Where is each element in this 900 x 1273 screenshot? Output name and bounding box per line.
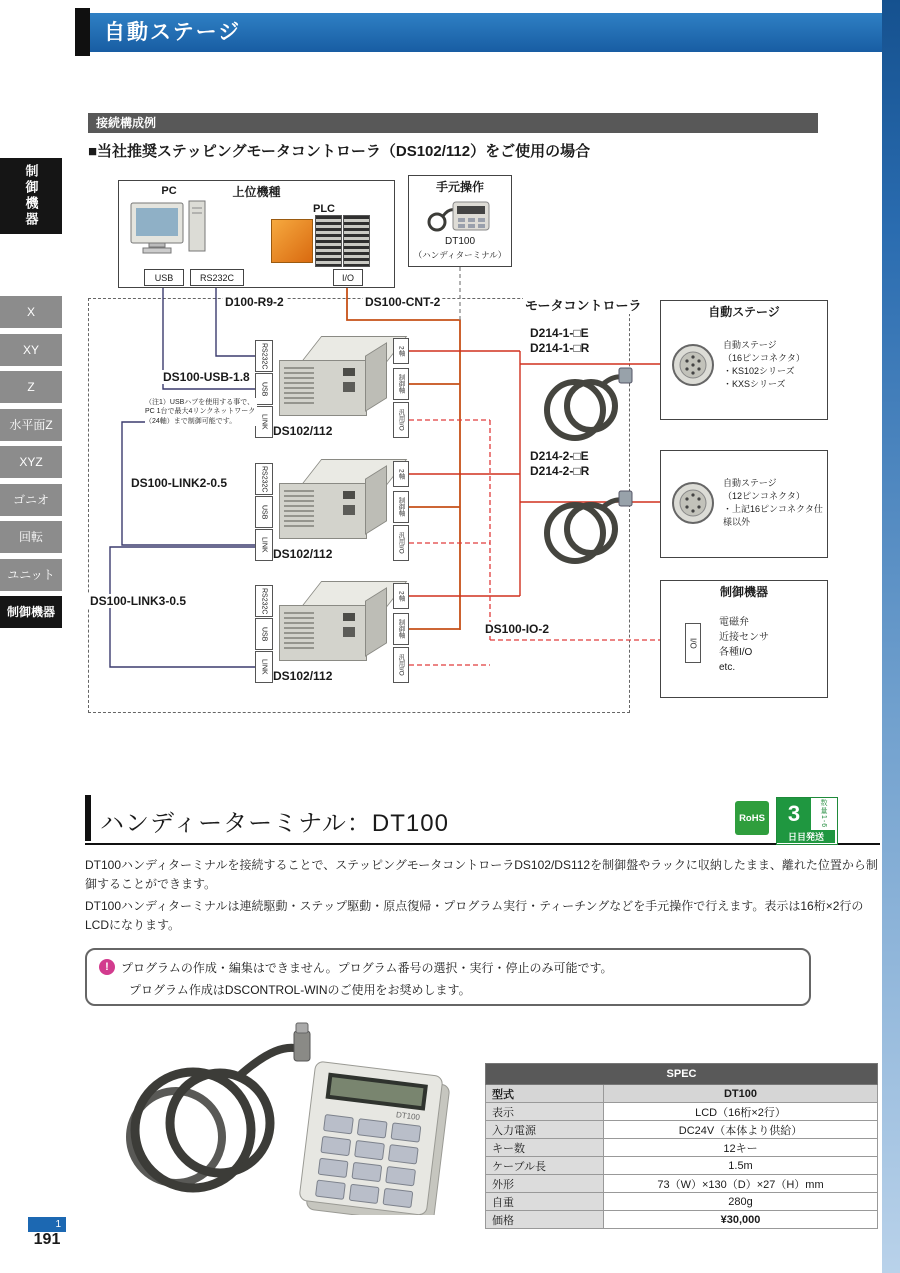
section-banner: 接続構成例 xyxy=(88,113,818,133)
host-box-title: 上位機種 xyxy=(232,185,281,199)
controller-unit-1 xyxy=(255,332,413,444)
usb-port-label: USB xyxy=(144,269,184,286)
page-banner xyxy=(90,13,882,52)
port-link: LINK xyxy=(255,651,273,683)
port-2jiku: 2軸 xyxy=(393,583,409,609)
devices-io-port: I/O xyxy=(685,623,701,663)
spec-value: 280g xyxy=(604,1193,878,1211)
connector-16pin-icon xyxy=(671,343,715,387)
sidebar-tab-xy: XY xyxy=(0,334,62,366)
sidebar-tab-unit: ユニット xyxy=(0,559,62,591)
spec-label: キー数 xyxy=(486,1139,604,1157)
port-2jiku: 2軸 xyxy=(393,338,409,364)
note-1: （注1）USBハブを使用する事で、PC 1台で最大4リンクネットワーク（24軸）まで制御可能です。 xyxy=(145,399,256,425)
label-d214-2e: D214-2-□E xyxy=(530,449,589,463)
label-d100-r9-2: D100-R9-2 xyxy=(225,295,284,309)
spec-label: 価格 xyxy=(486,1211,604,1229)
rohs-badge: RoHS xyxy=(735,801,769,835)
plc-slot-column-icon xyxy=(343,215,370,267)
port-2jiku: 2軸 xyxy=(393,461,409,487)
port-rs232c: RS232C xyxy=(255,340,273,372)
title-rule xyxy=(85,843,880,845)
dt100-paragraph-2: DT100ハンディターミナルは連続駆動・ステップ駆動・原点復帰・プログラム実行・ティーチングなどを手元操作で行えます。表示は16桁×2行のLCDになります。 xyxy=(85,899,864,933)
plc-module-icon xyxy=(271,219,313,263)
host-equipment-box xyxy=(118,180,395,288)
sidebar-tab-seigyokiki-active: 制御機器 xyxy=(0,596,62,628)
port-hanyou-io: 汎用I/O xyxy=(393,525,409,561)
port-usb: USB xyxy=(255,496,273,528)
title-accent-bar xyxy=(85,795,91,841)
stage-box-12pin xyxy=(660,450,828,558)
port-seigyojiku: 制御軸 xyxy=(393,491,409,523)
label-ds100-link2: DS100-LINK2-0.5 xyxy=(131,476,228,490)
sidebar-tab-z: Z xyxy=(0,371,62,403)
motor-cable-icon xyxy=(533,485,638,570)
sidebar-category-tab xyxy=(0,158,62,234)
label-ds100-io-2: DS100-IO-2 xyxy=(485,622,550,636)
spec-value: DT100 xyxy=(604,1085,878,1103)
spec-value: ¥30,000 xyxy=(604,1211,878,1229)
control-devices-header: 制御機器 xyxy=(719,585,768,599)
port-hanyou-io: 汎用I/O xyxy=(393,647,409,683)
label-ds100-usb: DS100-USB-1.8 xyxy=(163,370,250,384)
plc-label: PLC xyxy=(313,203,335,215)
port-seigyojiku: 制御軸 xyxy=(393,613,409,645)
stage-box-header: 自動ステージ xyxy=(708,305,780,319)
label-ds100-cnt-2: DS100-CNT-2 xyxy=(365,295,441,309)
motor-cable-icon xyxy=(533,362,638,447)
page-title: 自動ステージ xyxy=(104,21,242,44)
connector-12pin-icon xyxy=(671,481,715,525)
handheld-box-title: 手元操作 xyxy=(435,180,484,194)
label-motor-controller: モータコントローラ xyxy=(523,295,643,314)
stage-box-text: 自動ステージ （12ピンコネクタ） ・上記16ピンコネクタ仕様以外 xyxy=(723,478,823,528)
dt100-paragraph-1: DT100ハンディターミナルを接続することで、ステッピングモータコントローラDS102/DS112を制御盤やラックに収納したまま、離れた位置から制御することができます。 xyxy=(85,858,878,892)
label-d214-1r: D214-1-□R xyxy=(530,341,590,355)
controller-name: DS102/112 xyxy=(273,424,333,438)
devices-list: 電磁弁 近接センサ 各種I/O etc. xyxy=(719,617,769,673)
note-line-1: プログラムの作成・編集はできません。プログラム番号の選択・実行・停止のみ可能です。 xyxy=(121,961,613,975)
spec-header: SPEC xyxy=(486,1064,878,1085)
handheld-device-sub: （ハンディターミナル） xyxy=(413,250,507,260)
controller-device-icon xyxy=(271,334,391,422)
sidebar-category-label: 制御機器 xyxy=(23,164,39,228)
rs232c-port-label: RS232C xyxy=(190,269,244,286)
dt100-mini-icon xyxy=(425,196,495,236)
program-note-box xyxy=(85,948,811,1006)
sidebar-tab-x: X xyxy=(0,296,62,328)
page-number: 191 xyxy=(33,1231,61,1248)
port-seigyojiku: 制御軸 xyxy=(393,368,409,400)
controller-device-icon xyxy=(271,579,391,667)
spec-table xyxy=(485,1063,878,1229)
port-link: LINK xyxy=(255,406,273,438)
spec-label: ケーブル長 xyxy=(486,1157,604,1175)
dt100-product-photo xyxy=(88,1015,473,1215)
label-d214-2r: D214-2-□R xyxy=(530,464,590,478)
shipping-label: 日目発送 xyxy=(777,830,835,843)
spec-label: 自重 xyxy=(486,1193,604,1211)
spec-label: 外形 xyxy=(486,1175,604,1193)
page-number-tab: 1 xyxy=(28,1217,66,1232)
io-port-label: I/O xyxy=(333,269,363,286)
controller-device-icon xyxy=(271,457,391,545)
shipping-qty: 数量1-6 xyxy=(820,799,827,829)
note-icon: ! xyxy=(99,959,115,975)
banner-accent-block xyxy=(75,8,90,56)
control-devices-box xyxy=(660,580,828,698)
page-edge-strip xyxy=(882,0,900,1273)
port-usb: USB xyxy=(255,618,273,650)
stage-box-16pin xyxy=(660,300,828,420)
spec-value: DC24V（本体より供給） xyxy=(604,1121,878,1139)
handheld-device-name: DT100 xyxy=(444,236,475,247)
section-heading: ■当社推奨ステッピングモータコントローラ（DS102/112）をご使用の場合 xyxy=(88,143,591,160)
port-rs232c: RS232C xyxy=(255,585,273,617)
controller-unit-2 xyxy=(255,455,413,567)
port-usb: USB xyxy=(255,373,273,405)
spec-value: 73（W）×130（D）×27（H）mm xyxy=(604,1175,878,1193)
spec-value: LCD（16桁×2行） xyxy=(604,1103,878,1121)
controller-unit-3 xyxy=(255,577,413,689)
port-link: LINK xyxy=(255,529,273,561)
sidebar-tab-suiheimen-z: 水平面Z xyxy=(0,409,62,441)
stage-box-text: 自動ステージ （16ピンコネクタ） ・KS102シリーズ ・KXSシリーズ xyxy=(723,340,805,390)
label-ds100-link3: DS100-LINK3-0.5 xyxy=(90,594,187,608)
sidebar-tab-gonio: ゴニオ xyxy=(0,484,62,516)
sidebar-tab-xyz: XYZ xyxy=(0,446,62,478)
shipping-days-number: 3 xyxy=(777,798,811,830)
controller-name: DS102/112 xyxy=(273,669,333,683)
dt100-section-title: ハンディーターミナル：DT100 xyxy=(100,810,449,837)
port-hanyou-io: 汎用I/O xyxy=(393,402,409,438)
shipping-badge xyxy=(776,797,838,845)
sidebar-tab-kaiten: 回転 xyxy=(0,521,62,553)
label-d214-1e: D214-1-□E xyxy=(530,326,589,340)
spec-label: 表示 xyxy=(486,1103,604,1121)
spec-value: 12キー xyxy=(604,1139,878,1157)
note-line-2: プログラム作成はDSCONTROL-WINのご使用をお奨めします。 xyxy=(129,983,471,997)
handheld-operation-box xyxy=(408,175,512,267)
plc-slot-column-icon xyxy=(315,215,342,267)
pc-label: PC xyxy=(161,185,177,197)
pc-icon xyxy=(129,199,209,259)
port-rs232c: RS232C xyxy=(255,463,273,495)
spec-value: 1.5m xyxy=(604,1157,878,1175)
connection-diagram xyxy=(85,170,880,730)
spec-label: 型式 xyxy=(486,1085,604,1103)
photo-device-label: DT100 xyxy=(395,1110,421,1123)
controller-name: DS102/112 xyxy=(273,547,333,561)
spec-label: 入力電源 xyxy=(486,1121,604,1139)
